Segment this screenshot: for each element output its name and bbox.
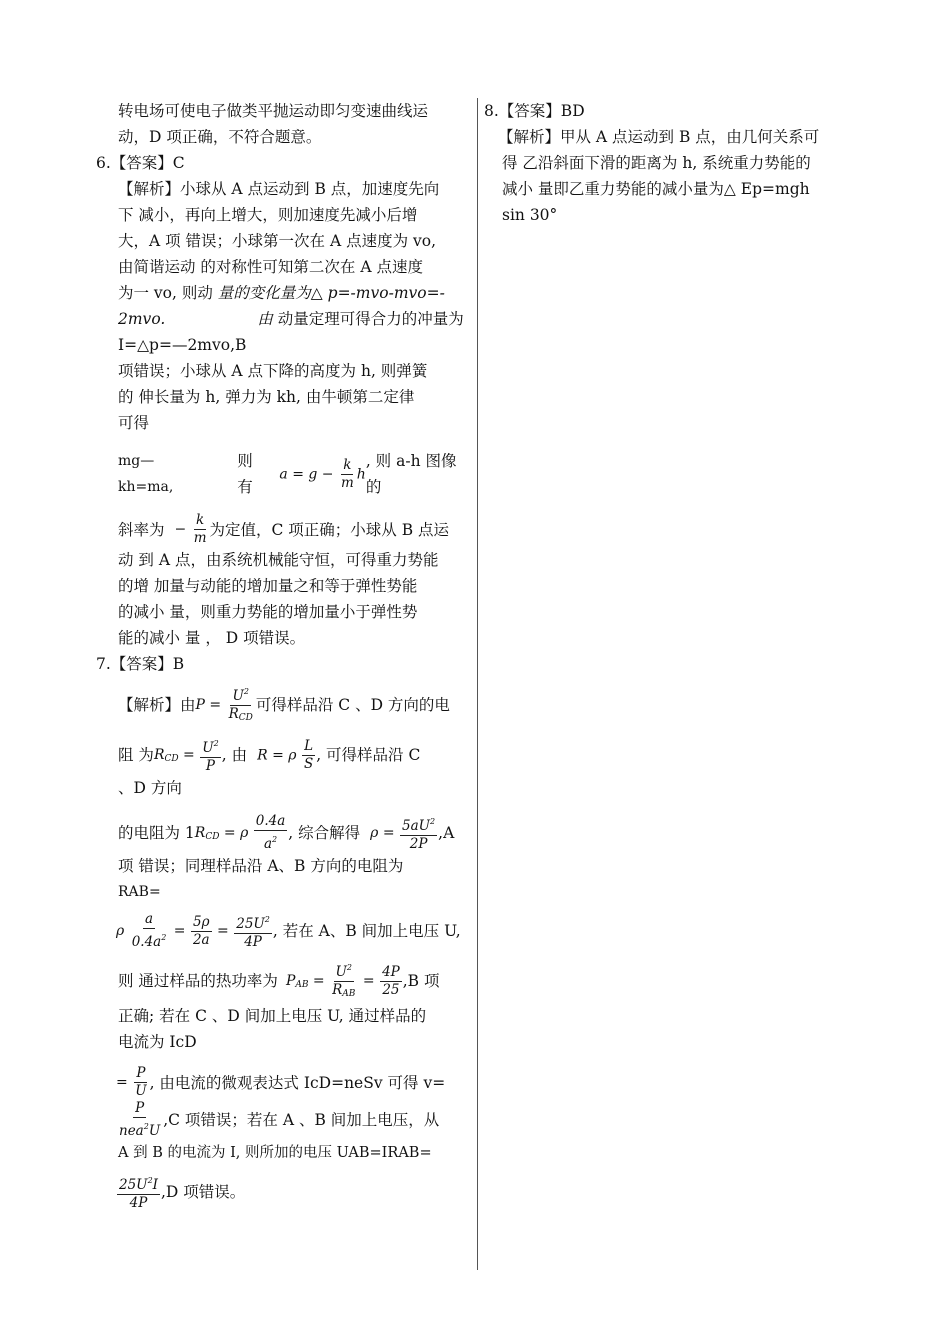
text-span: ,D 项错误。 [161, 1183, 246, 1201]
text-span: mg—kh=ma, [118, 453, 174, 495]
text-span: 阻 为 [118, 746, 154, 764]
answer-item-7 [96, 651, 470, 1212]
text-span: 斜率为 [118, 520, 165, 539]
text-span: , 综合解得 [288, 824, 361, 842]
right-column [484, 98, 854, 228]
left-column [96, 98, 470, 1212]
text-line: 、D 方向 [118, 779, 182, 797]
answer-label: 【答案】C [110, 154, 185, 172]
text-span: , 可得样品沿 C [316, 746, 421, 764]
text-span: 则有 [237, 452, 253, 496]
answer-heading [96, 651, 470, 677]
text-line: 下 减小，再向上增大，则加速度先减小后增 [118, 206, 418, 224]
answer-heading [96, 150, 470, 176]
answer-label: 【答案】B [110, 655, 185, 673]
text-line [96, 911, 470, 951]
item-number: 8. [484, 102, 499, 120]
text-line: 能的减小 量 ， D 项错误。 [118, 629, 306, 647]
text-line: sin 30° [502, 206, 558, 224]
text-line: 的减小 量，则重力势能的增加量小于弹性势 [118, 603, 418, 621]
formula-rab: ρ $\frac{a}{0.4a^2}$ = $\frac{5\rho}{2a}$ = $\frac{25U^2}{4P}$ [116, 911, 270, 950]
text-line: A 到 B 的电流为 I, 则所加的电压 UAB=IRAB= [118, 1145, 432, 1161]
formula-velocity: $\frac{P}{nea^2U}$ [119, 1100, 161, 1139]
text-span: 动量定理可得合力的冲量为 [272, 310, 464, 328]
formula-pab: $P_{AB}$ = $\frac{U^2}{R_{AB}}$ = $\frac{4P}{25}$ [286, 959, 403, 1003]
text-line: 的 伸长量为 h, 弹力为 kh, 由牛顿第二定律 [118, 388, 415, 406]
text-span: ,A [438, 824, 455, 842]
formula-rcd: $R_{CD}$ = $\frac{U^2}{P}$ [154, 735, 222, 775]
formula-icd: = $\frac{P}{U}$ [116, 1065, 147, 1099]
text-line: 可得 [118, 414, 150, 432]
text-span: ,C 项错误；若在 A 、B 间加上电压，从 [163, 1111, 440, 1129]
text-span: , 若在 A、B 间加上电压 U, [272, 922, 461, 940]
text-line: 转电场可使电子做类平抛运动即匀变速曲线运 [118, 102, 429, 120]
text-line: 项错误；小球从 A 点下降的高度为 h, 则弹簧 [118, 362, 428, 380]
column-divider [477, 98, 478, 1270]
text-span: 为定值，C 项正确；小球从 B 点运 [209, 520, 450, 539]
text-span: 【解析】由 [118, 696, 196, 714]
answer-item-6 [96, 150, 470, 651]
text-line [96, 1065, 470, 1100]
formula-rcd-value: $R_{CD} = \rho$ $\frac{0.4a}{a^2}$ [194, 813, 286, 852]
item-number: 6. [96, 154, 111, 172]
formula-slope: − $\frac{k}{m}$ [174, 512, 207, 546]
formula-rho: ρ = $\frac{5aU^2}{2P}$ [370, 813, 438, 853]
text-span: 可得样品沿 C 、D 方向的电 [255, 696, 450, 714]
text-span: , 则 a-h 图像的 [365, 452, 457, 496]
text-span: 的电阻为 1 [118, 824, 195, 842]
answer-item-8 [484, 98, 854, 228]
text-line: 大，A 项 错误；小球第一次在 A 点速度为 vo, [118, 232, 437, 250]
text-span: ,B 项 [402, 972, 440, 990]
text-span: 则 通过样品的热功率为 [118, 972, 278, 990]
text-span-italic: 2mvo. [118, 310, 166, 328]
text-line: 由简谐运动 的对称性可知第二次在 A 点速度 [118, 258, 423, 276]
formula-resistance: R = ρ $\frac{L}{S}$ [257, 737, 314, 772]
text-line [96, 683, 470, 727]
text-line [96, 280, 470, 306]
text-line: 【解析】甲从 A 点运动到 B 点，由几何关系可 [498, 128, 820, 146]
text-line: 【解析】小球从 A 点运动到 B 点，加速度先向 [118, 180, 440, 198]
text-line [96, 1100, 470, 1140]
text-line [96, 959, 470, 1003]
text-span: 为一 vo, 则动 [118, 284, 218, 302]
text-line: 正确; 若在 C 、D 间加上电压 U, 通过样品的 [118, 1007, 427, 1025]
text-line [96, 1172, 470, 1212]
text-line: I=△p=—2mvo,B [118, 336, 247, 354]
text-line: 电流为 IcD [118, 1033, 197, 1051]
text-span: , 由 [221, 746, 248, 764]
text-line [96, 306, 470, 332]
text-span: , 由电流的微观表达式 IcD=neSv 可得 v= [149, 1073, 446, 1092]
formula-power-cd: P = $\frac{U^2}{R_{CD}}$ [196, 683, 256, 727]
text-span-italic: 由 [257, 310, 273, 328]
text-line: 动，D 项正确，不符合题意。 [118, 128, 322, 146]
text-line: 的增 加量与动能的增加量之和等于弹性势能 [118, 577, 418, 595]
text-line: 得 乙沿斜面下滑的距离为 h, 系统重力势能的 [502, 154, 811, 172]
formula-acceleration: a = g − $\frac{k}{m}$ h [279, 456, 366, 491]
item-number: 7. [96, 655, 111, 673]
formula-uab: $\frac{25U^2I}{4P}$ [116, 1172, 161, 1212]
text-line [96, 448, 470, 500]
text-line: 动 到 A 点，由系统机械能守恒，可得重力势能 [118, 551, 439, 569]
answer-label: 【答案】BD [498, 102, 585, 120]
text-line: 项 错误；同理样品沿 A、B 方向的电阻为 [118, 857, 404, 875]
text-span-italic: 量的变化量为△ p=-mvo-mvo=- [217, 284, 445, 302]
text-line [96, 735, 470, 775]
text-line: RAB= [118, 884, 161, 900]
text-line [96, 813, 470, 853]
text-line: 减小 量即乙重力势能的减小量为△ Ep=mgh [502, 180, 810, 198]
text-line [96, 512, 470, 547]
answer-heading [484, 98, 854, 124]
